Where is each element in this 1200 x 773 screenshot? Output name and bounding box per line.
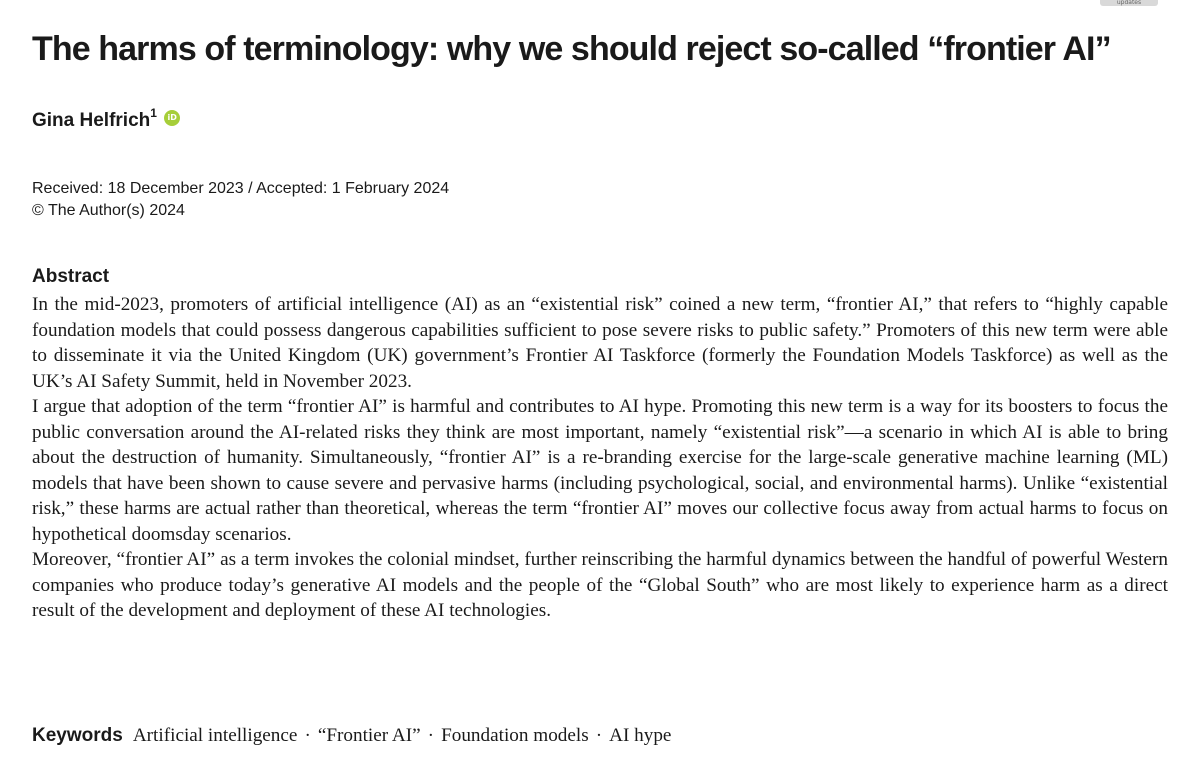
keyword-separator: · (304, 725, 311, 746)
abstract-body (32, 292, 1168, 624)
abstract-paragraph: In the mid-2023, promoters of artificial intelligence (AI) as an “existential risk” coined a new term, “frontier AI,” that refers to “highly capable foundation models that could possess dangerous capabilities sufficient to pose severe risks to public safety.” Promoters of this new term were able to disseminate it via the United Kingdom (UK) government’s Frontier AI Taskforce (formerly the Foundation Models Taskforce) as well as the UK’s AI Safety Summit, held in November 2023. (32, 294, 1168, 392)
check-for-updates-badge[interactable] (1100, 0, 1158, 6)
orcid-icon-label: iD (167, 113, 177, 122)
keywords-line (32, 722, 671, 751)
keyword-item: Foundation models (441, 725, 589, 746)
keyword-separator: · (595, 725, 603, 746)
keyword-item: “Frontier AI” (317, 725, 421, 746)
keyword-item: AI hype (609, 725, 672, 746)
article-title: The harms of terminology: why we should reject so-called “frontier AI” (32, 30, 1111, 68)
keywords-label: Keywords (32, 725, 123, 746)
abstract-paragraph: Moreover, “frontier AI” as a term invokes the colonial mindset, further reinscribing the harmful dynamics between the handful of powerful Western companies who produce today’s generative AI models and the people of the “Global South” who are most likely to experience harm as a direct result of the development and deployment of these AI technologies. (32, 549, 1168, 621)
keyword-separator: · (427, 725, 435, 746)
affiliation-mark: 1 (150, 106, 157, 120)
author-name: Gina Helfrich (32, 110, 151, 131)
abstract-paragraph: I argue that adoption of the term “frontier AI” is harmful and contributes to AI hype. Promoting this new term is a way for its boosters to focus the public conversation around the AI-related risks they think are most important, namely “existential risk”—a scenario in which AI is able to bring about the destruction of humanity. Simultaneously, “frontier AI” is a re-branding exercise for the large-scale generative machine learning (ML) models that have been shown to cause severe and pervasive harms (including psychological, social, and environmental harms). Unlike “existential risk,” these harms are actual rather than theoretical, whereas the term “frontier AI” moves our collective focus away from actual harms to focus on hypothetical doomsday scenarios. (32, 396, 1168, 545)
copyright-notice: © The Author(s) 2024 (32, 202, 185, 219)
orcid-icon[interactable] (164, 110, 180, 126)
publication-info (32, 178, 449, 222)
received-accepted-dates: Received: 18 December 2023 / Accepted: 1 February 2024 (32, 180, 450, 197)
keyword-item: Artificial intelligence (132, 725, 298, 746)
badge-label: updates (1116, 0, 1142, 6)
abstract-heading: Abstract (32, 266, 110, 287)
author-line (32, 107, 180, 135)
article-page (32, 0, 1168, 773)
